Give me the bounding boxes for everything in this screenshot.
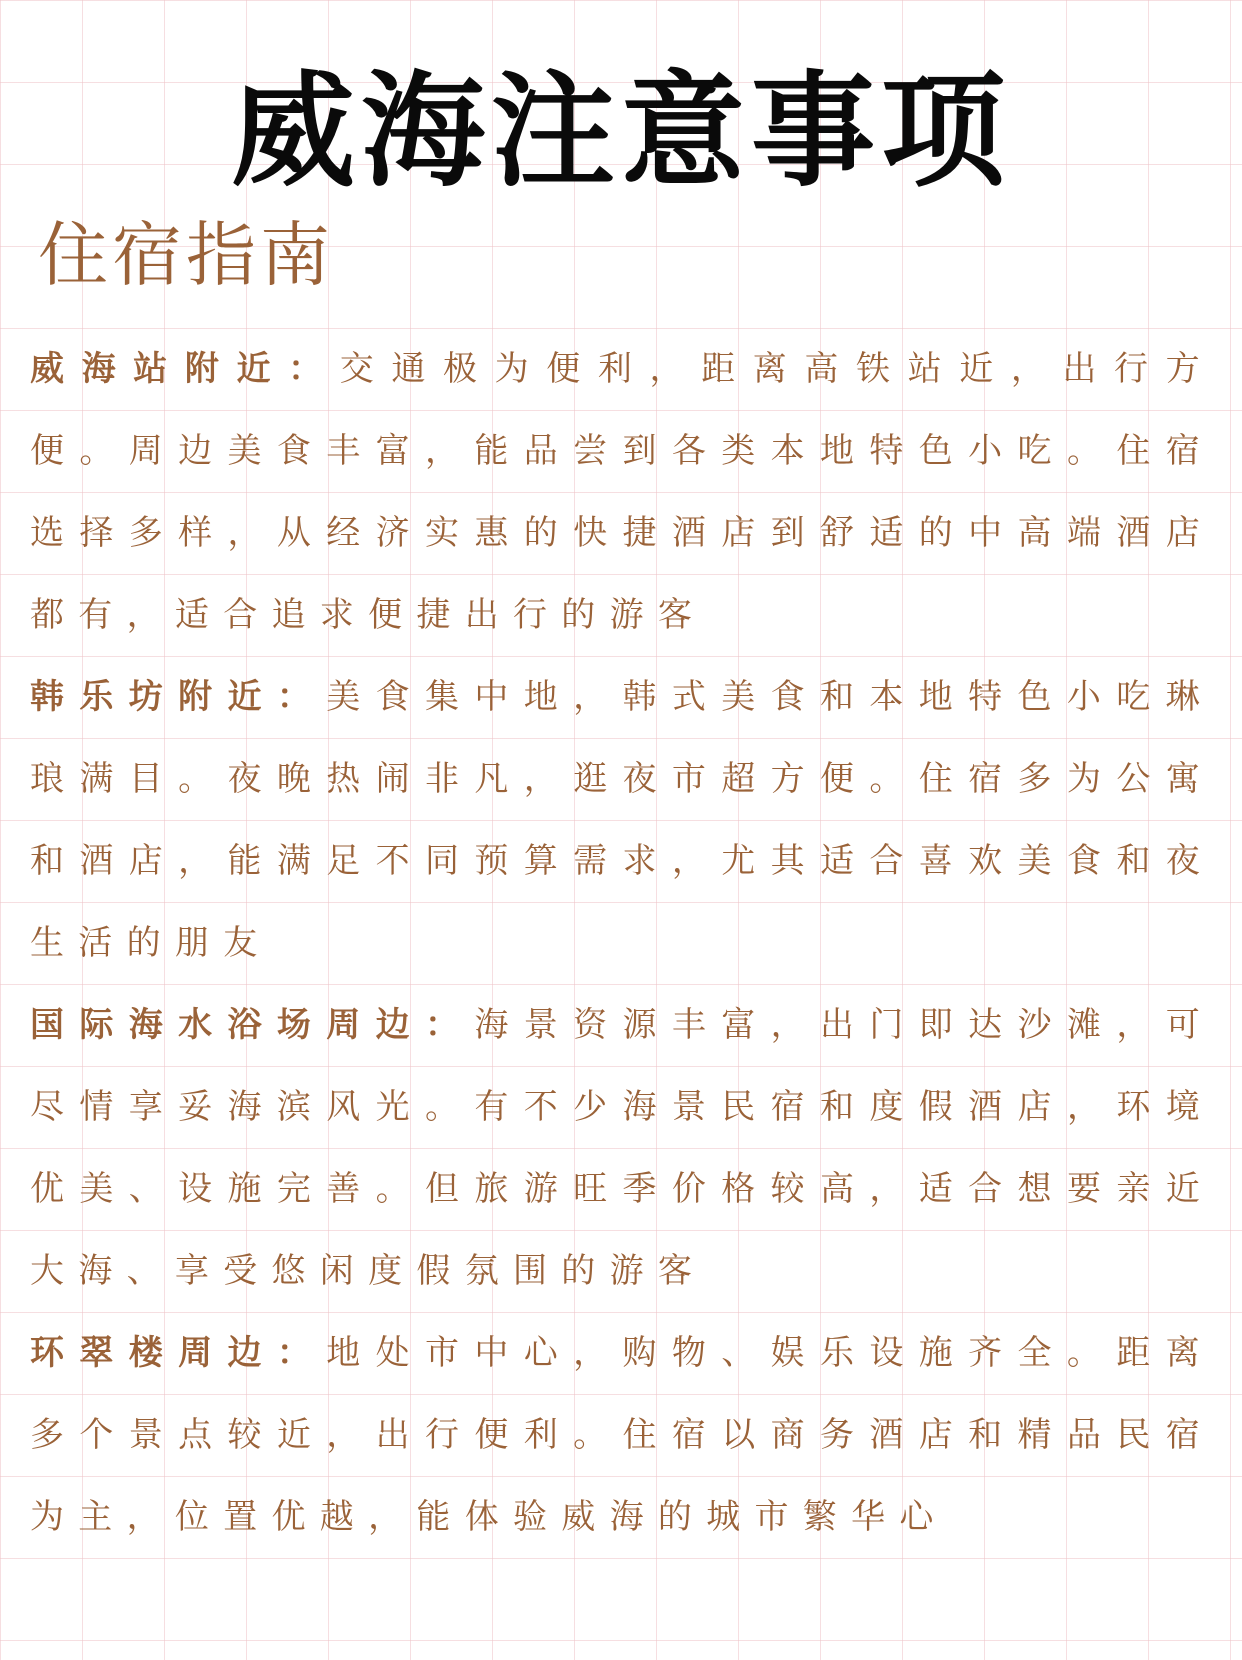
entry-label: 威海站附近： [30,349,340,389]
page-title: 威海注意事项 [230,60,1011,204]
entry-text: 海景资源丰富，出门即达沙滩，可尽情享妥海滨风光。有不少海景民宿和度假酒店，环境优美、设施完善。但旅游旺季价格较高，适合想要亲近大海、享受悠闲度假氛围的游客 [30,1005,1214,1291]
entry-text: 地处市中心，购物、娱乐设施齐全。距离多个景点较近，出行便利。住宿以商务酒店和精品民宿为主，位置优越，能体验威海的城市繁华心 [30,1333,1214,1537]
entry-hanlefang [30,656,1214,984]
entry-weihai-station [30,328,1214,656]
accommodation-guide [30,328,1214,1558]
section-title: 住宿指南 [38,214,334,296]
entry-label: 国际海水浴场周边： [30,1005,475,1045]
entry-label: 环翠楼周边： [30,1333,327,1373]
entry-text: 交通极为便利，距离高铁站近，出行方便。周边美食丰富，能品尝到各类本地特色小吃。住宿选择多样，从经济实惠的快捷酒店到舒适的中高端酒店都有，适合追求便捷出行的游客 [30,349,1214,635]
entry-label: 韩乐坊附近： [30,677,327,717]
entry-text: 美食集中地，韩式美食和本地特色小吃琳琅满目。夜晚热闹非凡，逛夜市超方便。住宿多为公寓和酒店，能满足不同预算需求，尤其适合喜欢美食和夜生活的朋友 [30,677,1214,963]
entry-beach [30,984,1214,1312]
entry-huancuilou [30,1312,1214,1558]
